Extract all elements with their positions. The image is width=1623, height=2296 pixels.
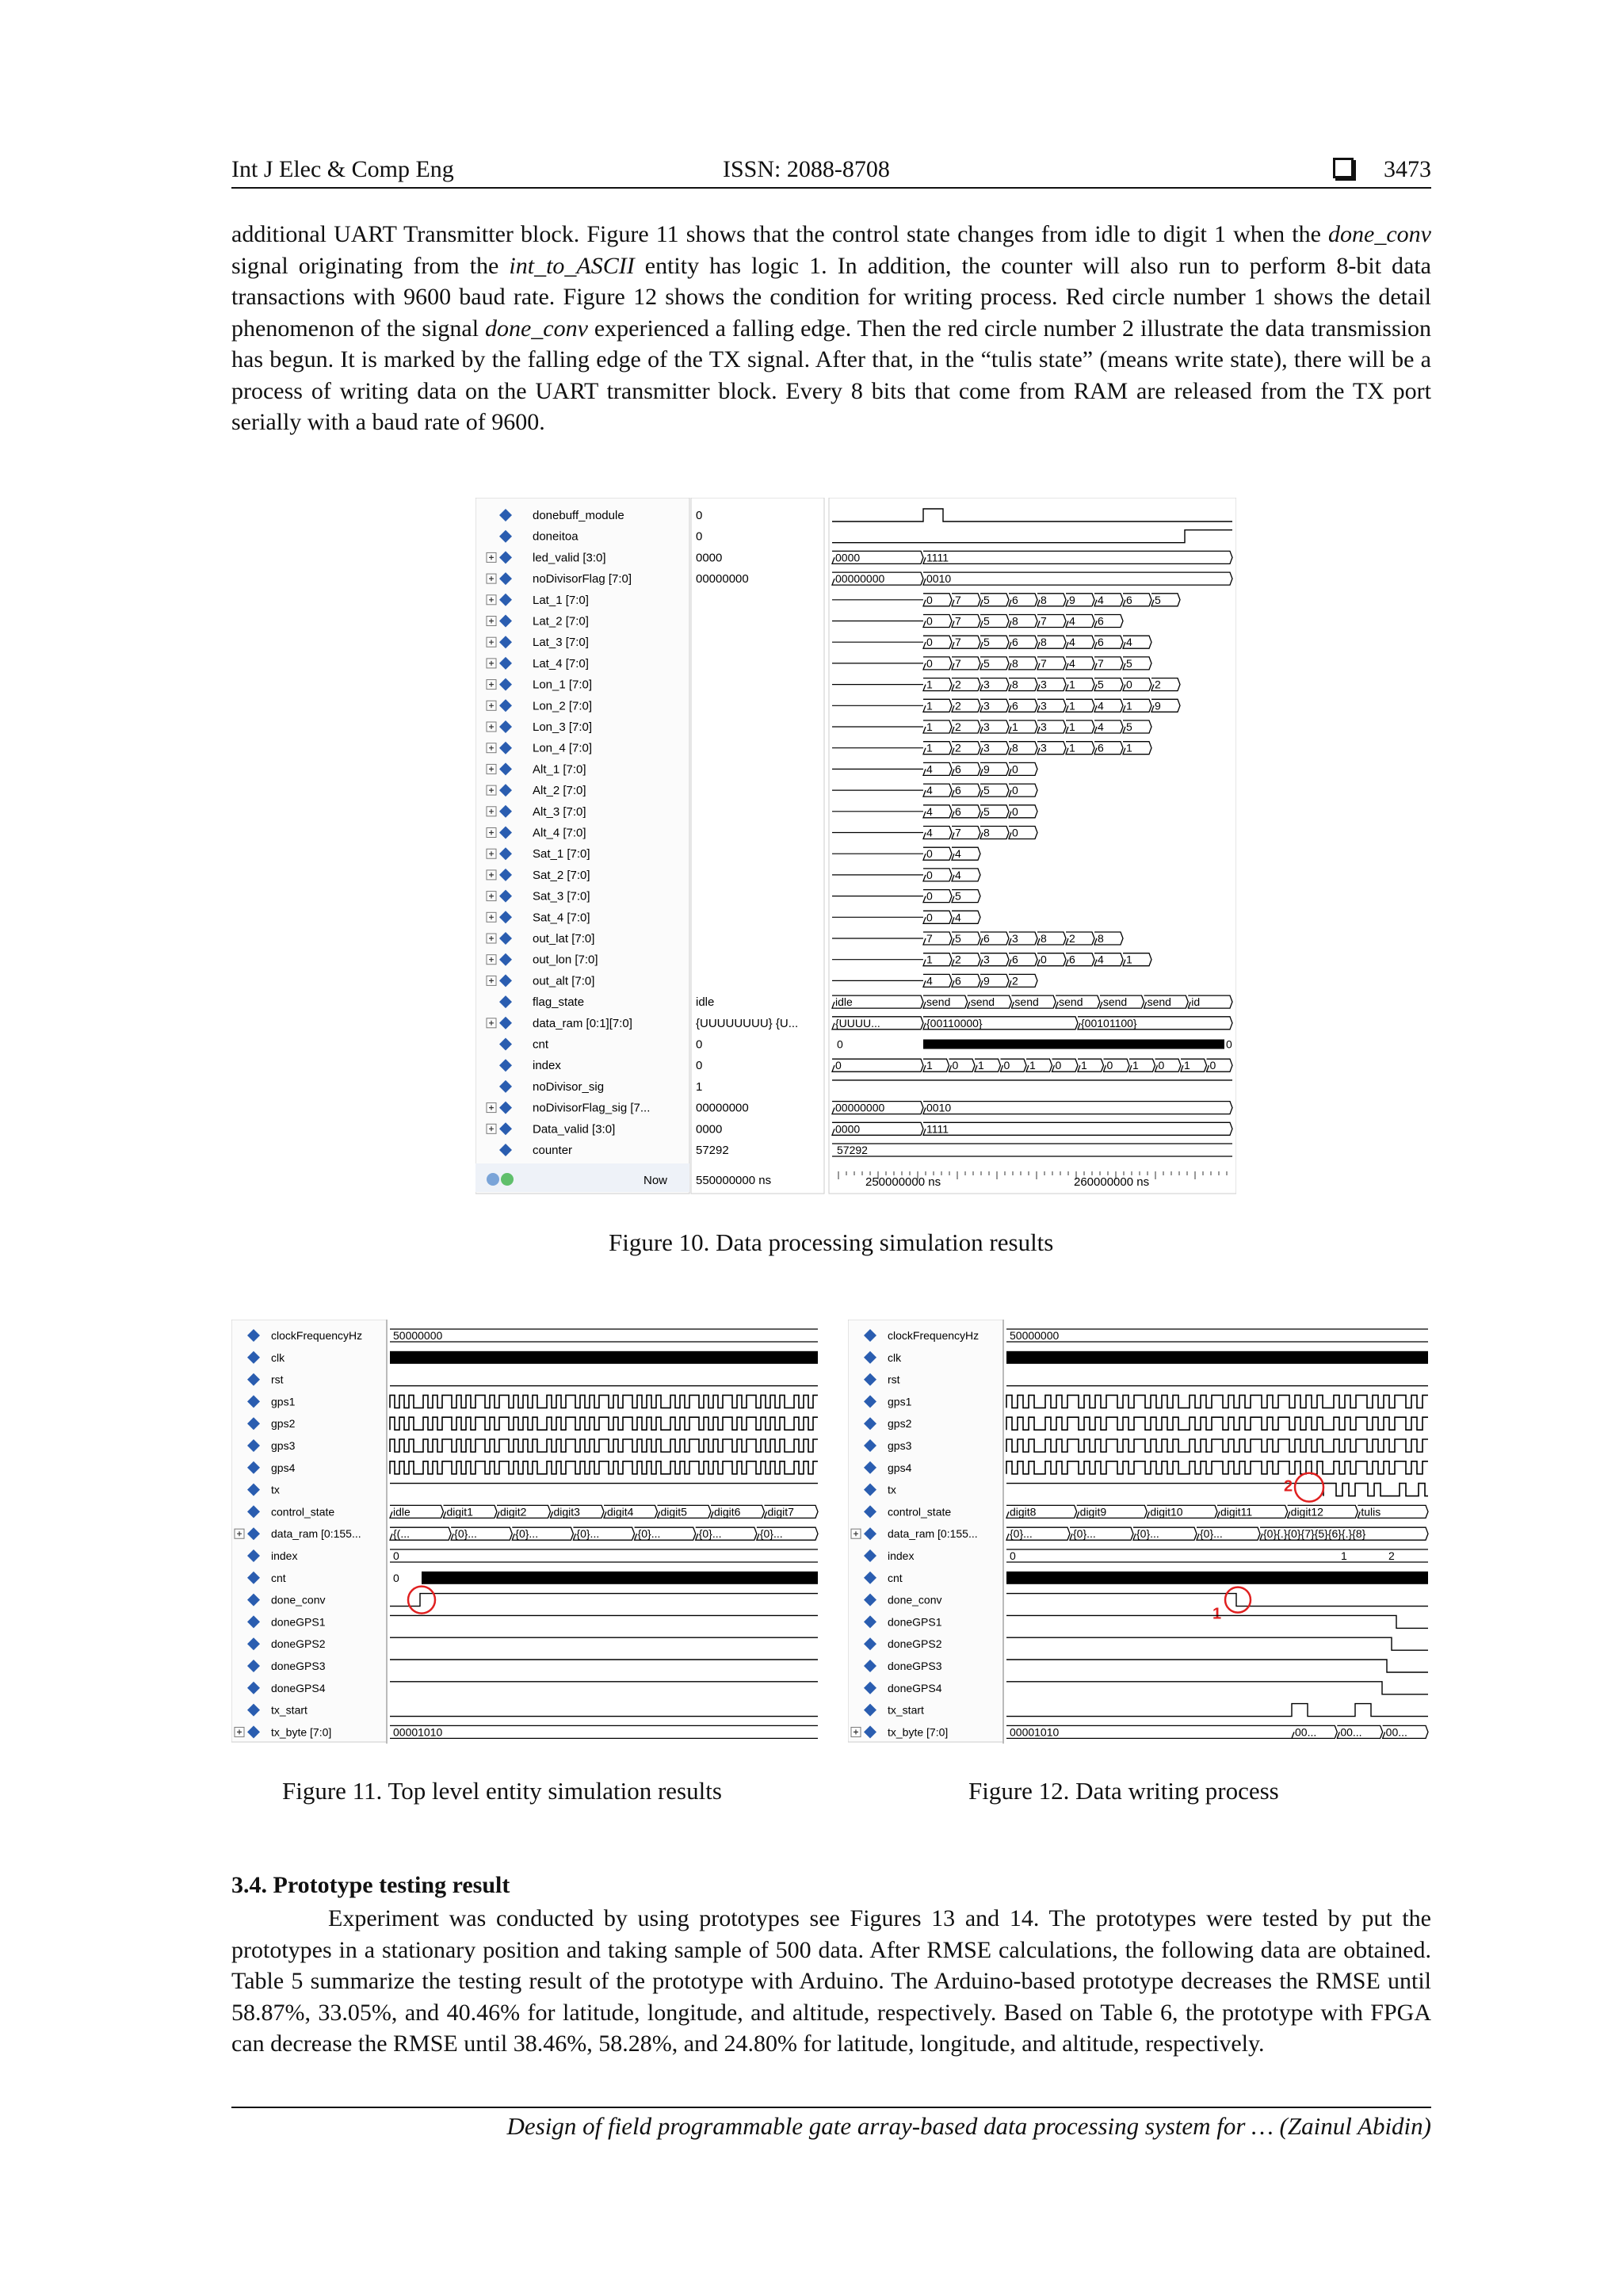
wave-Lat_3-value: 6 <box>1012 636 1018 649</box>
wave-Sat_2-value: 0 <box>926 868 933 881</box>
wave-pane <box>829 498 1236 1194</box>
wave-Alt_4-value: 0 <box>1012 826 1018 839</box>
signal-name: doneGPS1 <box>271 1615 326 1629</box>
wave-Lat_1-value: 5 <box>1155 593 1161 606</box>
zoom-icon <box>487 1173 499 1186</box>
signal-name: index <box>533 1059 561 1073</box>
wave-Lat_4-value: 8 <box>1012 656 1018 670</box>
wave-Lat_3-value: 0 <box>926 636 933 649</box>
signal-name: rst <box>271 1373 284 1386</box>
wave-Lon_3-value: 1 <box>1069 720 1075 733</box>
wave-Lat_1-value: 8 <box>1041 593 1047 606</box>
wave-control-state-value: digit2 <box>500 1505 527 1519</box>
signal-name: Lon_2 [7:0] <box>533 699 593 713</box>
wave-cnt-dense <box>923 1040 1224 1049</box>
signal-value-pane <box>691 498 824 1194</box>
wave-Lat_4-value: 7 <box>1041 656 1047 670</box>
signal-name: cnt <box>888 1571 903 1584</box>
signal-name: Sat_2 [7:0] <box>533 868 590 882</box>
signal-name: Alt_4 [7:0] <box>533 826 586 840</box>
wave-Lat_1-value: 5 <box>983 593 990 606</box>
wave-Alt_4-value: 7 <box>955 826 961 839</box>
wave-tx-byte-value: 00... <box>1340 1725 1362 1739</box>
signal-name: donebuff_module <box>533 509 624 522</box>
wave-index-value: 1 <box>1132 1059 1139 1072</box>
marker-label-1: 1 <box>1212 1605 1222 1623</box>
journal-name: Int J Elec & Comp Eng <box>231 156 454 182</box>
wave-out_alt-value: 6 <box>955 974 961 988</box>
wave-out_lat-value: 5 <box>955 932 961 945</box>
signal-name: gps4 <box>888 1461 912 1474</box>
wave-data_ram-value: {UUUU... <box>835 1016 880 1030</box>
signal-name: data_ram [0:155... <box>271 1527 361 1541</box>
wave-control-state-value: idle <box>393 1505 411 1519</box>
wave-data_ram-value: {00110000} <box>926 1016 983 1030</box>
signal-value: {UUUUUUUU} {U... <box>696 1016 799 1030</box>
figure-10-caption: Figure 10. Data processing simulation results <box>609 1228 1054 1256</box>
signal-name: doneGPS2 <box>271 1637 326 1651</box>
wave-noDivisorFlag-value: 0010 <box>926 572 952 586</box>
signal-value: 0000 <box>696 551 723 565</box>
wave-Alt_2-value: 0 <box>1012 784 1018 797</box>
signal-name: clk <box>888 1350 902 1364</box>
signal-name: gps1 <box>271 1395 296 1408</box>
wave-data-ram-value: {0}... <box>576 1527 600 1541</box>
marker-label-2: 2 <box>1284 1477 1293 1496</box>
wave-Lat_2-value: 7 <box>955 614 961 628</box>
wave-data-ram-value: {0}... <box>698 1527 722 1541</box>
signal-name: Sat_4 [7:0] <box>533 911 590 925</box>
now-label: Now <box>643 1174 668 1187</box>
header-rule <box>231 187 1431 189</box>
wave-flag_state-value: send <box>1059 995 1083 1009</box>
wave-Lon_2-value: 3 <box>983 699 990 712</box>
wave-index-value: 0 <box>1003 1059 1010 1072</box>
signal-value: 0 <box>696 529 703 544</box>
signal-name: tx_byte [7:0] <box>271 1725 332 1739</box>
wave-clockfreq-value: 50000000 <box>1010 1329 1060 1342</box>
wave-Sat_1-value: 0 <box>926 847 933 861</box>
wave-Sat_4-value: 4 <box>955 911 961 924</box>
wave-flag_state-value: send <box>1014 995 1039 1009</box>
wave-Lat_4-value: 7 <box>1098 656 1104 670</box>
wave-out_lat-value: 8 <box>1041 932 1047 945</box>
wave-Lon_4-value: 1 <box>1126 741 1132 755</box>
wave-Lon_2-value: 1 <box>926 699 933 712</box>
wave-control-state-value: digit5 <box>660 1505 687 1519</box>
figure-11-caption: Figure 11. Top level entity simulation results <box>282 1777 722 1805</box>
wave-Lon_2-value: 2 <box>955 699 961 712</box>
signal-name: tx <box>888 1483 896 1496</box>
now-value: 550000000 ns <box>696 1174 772 1187</box>
wave-led_valid-value: 0000 <box>835 551 861 564</box>
wave-index-value: 0 <box>1209 1059 1216 1072</box>
page-header <box>231 156 1431 188</box>
wave-index-value: 1 <box>1081 1059 1087 1072</box>
wave-data-ram-value: {0}{.}{0}{7}{5}{6}{.}{8} <box>1263 1527 1366 1541</box>
wave-Lon_1-value: 1 <box>926 678 933 691</box>
signal-name: tx_byte [7:0] <box>888 1725 949 1739</box>
signal-name: Alt_2 [7:0] <box>533 784 586 798</box>
wave-Lon_4-value: 6 <box>1098 741 1104 755</box>
wave-out_lon-value: 0 <box>1041 953 1047 966</box>
wave-out_lat-value: 8 <box>1098 932 1104 945</box>
signal-value: idle <box>696 995 715 1010</box>
section-body: Experiment was conducted by using prototypes see Figures 13 and 14. The prototypes were tested by put the prototypes in a stationary position and taking sample of 500 data. After RMSE calculations, the following data are obtained. Table 5 summarize the testing result of the prototype with Arduino. The Arduino-based prototype decreases the RMSE until 58.87%, 33.05%, and 40.46% for latitude, longitude, and altitude, respectively. Based on Table 6, the prototype with FPGA can decrease the RMSE until 38.46%, 58.28%, and 24.80% for latitude, longitude, and altitude, respectively. <box>231 1905 1431 2057</box>
signal-name: Lat_2 [7:0] <box>533 614 589 628</box>
wave-index-value: 1 <box>926 1059 933 1072</box>
wave-Lon_4-value: 1 <box>926 741 933 755</box>
wave-Lon_1-value: 2 <box>1155 678 1161 691</box>
wave-out_lon-value: 1 <box>1126 953 1132 966</box>
signal-name: control_state <box>888 1505 952 1519</box>
wave-Lon_1-value: 0 <box>1126 678 1132 691</box>
wave-Lat_1-value: 0 <box>926 593 933 606</box>
wave-out_lat-value: 7 <box>926 932 933 945</box>
signal-value: 00000000 <box>696 572 749 586</box>
wave-index-value: 0 <box>1010 1549 1016 1562</box>
waveform-viewer-fig10 <box>475 498 1236 1195</box>
wave-Lat_1-value: 4 <box>1098 593 1104 606</box>
figure-11 <box>231 1320 821 1744</box>
signal-name: Lat_4 [7:0] <box>533 656 589 670</box>
wave-tx-byte-value: 00... <box>1385 1725 1407 1739</box>
wave-clk-dense <box>1006 1351 1428 1364</box>
wave-noDivisorFlag-value: 00000000 <box>835 572 885 586</box>
signal-name: clockFrequencyHz <box>888 1329 980 1342</box>
wave-Lon_2-value: 6 <box>1012 699 1018 712</box>
wave-Lat_4-value: 4 <box>1069 656 1075 670</box>
wave-data-ram-value: {0}... <box>1010 1527 1033 1541</box>
wave-Lon_2-value: 3 <box>1041 699 1047 712</box>
wave-Sat_1-value: 4 <box>955 847 961 861</box>
wave-out_lon-value: 1 <box>926 953 933 966</box>
wave-out_lat-value: 3 <box>1012 932 1018 945</box>
wave-control-state-value: digit11 <box>1220 1505 1253 1519</box>
signal-name: doneGPS4 <box>271 1681 326 1694</box>
wave-cnt-value: 0 <box>393 1571 399 1584</box>
signal-name: gps2 <box>271 1417 296 1431</box>
wave-Lat_3-value: 7 <box>955 636 961 649</box>
signal-value: 0000 <box>696 1122 723 1137</box>
signal-name: data_ram [0:155... <box>888 1527 978 1541</box>
wave-Data_valid-value: 0000 <box>835 1122 861 1136</box>
wave-data-ram-value: {(... <box>393 1527 411 1541</box>
page-number: 3473 <box>1384 156 1431 182</box>
wave-Lat_2-value: 7 <box>1041 614 1047 628</box>
wave-index-value: 0 <box>952 1059 959 1072</box>
signal-name: rst <box>888 1373 900 1386</box>
wave-Lat_3-value: 4 <box>1126 636 1132 649</box>
wave-Alt_1-value: 0 <box>1012 762 1018 776</box>
wave-data-ram-value: {0}... <box>637 1527 661 1541</box>
signal-name: doneGPS3 <box>271 1660 326 1672</box>
wave-Lon_2-value: 1 <box>1126 699 1132 712</box>
signal-value: 0 <box>696 1037 703 1052</box>
signal-name: done_conv <box>888 1593 942 1606</box>
signal-name: Alt_3 [7:0] <box>533 804 586 819</box>
wave-Lon_3-value: 4 <box>1098 720 1104 733</box>
wave-tx-byte-value: 00001010 <box>1010 1725 1060 1739</box>
wave-index-value: 0 <box>1106 1059 1113 1072</box>
wave-control-state-value: digit8 <box>1010 1505 1037 1519</box>
figure-12-caption: Figure 12. Data writing process <box>968 1777 1279 1805</box>
wave-Lon_3-value: 1 <box>926 720 933 733</box>
waveform-viewer-fig11 <box>231 1320 821 1744</box>
wave-Lat_4-value: 0 <box>926 656 933 670</box>
wave-Lat_3-value: 4 <box>1069 636 1075 649</box>
wave-Alt_3-value: 5 <box>983 804 990 818</box>
wave-flag_state-value: send <box>1147 995 1171 1009</box>
wave-Lon_1-value: 3 <box>983 678 990 691</box>
signal-name: gps1 <box>888 1395 912 1408</box>
signal-name: led_valid [3:0] <box>533 551 606 565</box>
signal-name: Lon_1 [7:0] <box>533 678 593 692</box>
page-footer: Design of field programmable gate array-based data processing system for … (Zainul Abidin) <box>506 2112 1431 2140</box>
wave-out_lat-value: 6 <box>983 932 990 945</box>
wave-out_lon-value: 2 <box>955 953 961 966</box>
wave-Alt_2-value: 6 <box>955 784 961 797</box>
signal-name: control_state <box>271 1505 335 1519</box>
wave-control-state-value: digit6 <box>714 1505 741 1519</box>
signal-name: done_conv <box>271 1593 326 1606</box>
wave-tx-byte-value: 00001010 <box>393 1725 443 1739</box>
wave-Lon_4-value: 1 <box>1069 741 1075 755</box>
wave-clk-dense <box>390 1351 818 1364</box>
time-label: 250000000 ns <box>865 1175 941 1189</box>
signal-name: tx_start <box>888 1703 924 1717</box>
signal-name: index <box>888 1549 915 1562</box>
signal-name: out_lon [7:0] <box>533 953 598 967</box>
wave-control-state-value: tulis <box>1361 1505 1381 1519</box>
wave-out_lon-value: 3 <box>983 953 990 966</box>
wave-control-state-value: digit9 <box>1079 1505 1107 1519</box>
signal-name: gps3 <box>271 1439 296 1452</box>
wave-flag_state-value: id <box>1191 995 1201 1009</box>
footer-rule <box>231 2107 1431 2108</box>
wave-out_lon-value: 4 <box>1098 953 1104 966</box>
wave-data-ram-value: {0}... <box>759 1527 783 1541</box>
signal-value: 00000000 <box>696 1101 749 1115</box>
signal-name: counter <box>533 1144 573 1157</box>
signal-name: Alt_1 [7:0] <box>533 762 586 777</box>
wave-Lat_4-value: 5 <box>983 656 990 670</box>
signal-name: out_lat [7:0] <box>533 932 595 946</box>
wave-Lat_1-value: 7 <box>955 593 961 606</box>
wave-control-state-value: digit3 <box>553 1505 580 1519</box>
wave-Lat_2-value: 5 <box>983 614 990 628</box>
wave-Data_valid-value: 1111 <box>926 1122 949 1136</box>
signal-name: Lat_1 [7:0] <box>533 593 589 607</box>
signal-name: clk <box>271 1350 285 1364</box>
intro-paragraph: additional UART Transmitter block. Figure 11 shows that the control state changes from idle to digit 1 when the done_conv signal originating from the int_to_ASCII entity has logic 1. In addition, the counter will also run to perform 8-bit data transactions with 9600 baud rate. Figure 12 shows the condition for writing process. Red circle number 1 shows the detail phenomenon of the signal done_conv experienced a falling edge. Then the red circle number 2 illustrate the data transmission has begun. It is marked by the falling edge of the TX signal. After that, in the “tulis state” (means write state), there will be a process of writing data on the UART transmitter block. Every 8 bits that come from RAM are released from the TX port serially with a baud rate of 9600. <box>231 221 1431 435</box>
wave-Alt_1-value: 6 <box>955 762 961 776</box>
wave-index-value: 1 <box>1029 1059 1036 1072</box>
wave-Lon_2-value: 9 <box>1155 699 1161 712</box>
wave-Lat_1-value: 9 <box>1069 593 1075 606</box>
wave-Lon_4-value: 8 <box>1012 741 1018 755</box>
signal-name: doneGPS2 <box>888 1637 942 1651</box>
add-icon <box>501 1173 514 1186</box>
wave-Lat_3-value: 8 <box>1041 636 1047 649</box>
wave-Alt_2-value: 4 <box>926 784 933 797</box>
signal-name: tx <box>271 1483 280 1496</box>
wave-Sat_4-value: 0 <box>926 911 933 924</box>
wave-out_alt-value: 2 <box>1012 974 1018 988</box>
page-number-wrap <box>1333 156 1431 183</box>
wave-flag_state-value: send <box>926 995 951 1009</box>
wave-Lat_1-value: 6 <box>1012 593 1018 606</box>
wave-out_alt-value: 9 <box>983 974 990 988</box>
issn: ISSN: 2088-8708 <box>723 156 890 182</box>
wave-Alt_3-value: 4 <box>926 804 933 818</box>
wave-Sat_2-value: 4 <box>955 868 961 881</box>
wave-Lon_3-value: 5 <box>1126 720 1132 733</box>
wave-index-value: 0 <box>393 1549 399 1562</box>
wave-data-ram-value: {0}... <box>1200 1527 1223 1541</box>
wave-cnt-value: 0 <box>837 1037 843 1051</box>
wave-index-value: 0 <box>835 1059 842 1072</box>
wave-Lon_1-value: 3 <box>1041 678 1047 691</box>
signal-name: cnt <box>533 1037 549 1052</box>
signal-name: gps3 <box>888 1439 912 1452</box>
wave-tx-byte-value: 00... <box>1295 1725 1317 1739</box>
wave-Alt_1-value: 4 <box>926 762 933 776</box>
wave-cnt-dense <box>1006 1572 1428 1584</box>
wave-cnt-value: 0 <box>1226 1037 1232 1051</box>
wave-out_alt-value: 4 <box>926 974 933 988</box>
signal-name: index <box>271 1549 298 1562</box>
wave-Lon_3-value: 3 <box>983 720 990 733</box>
wave-Sat_3-value: 0 <box>926 889 933 903</box>
wave-data-ram-value: {0}... <box>454 1527 477 1541</box>
wave-index-value: 1 <box>1184 1059 1190 1072</box>
signal-name: doneGPS3 <box>888 1660 942 1672</box>
wave-Lat_4-value: 5 <box>1126 656 1132 670</box>
wave-data-ram-value: {0}... <box>1073 1527 1096 1541</box>
wave-Lat_3-value: 5 <box>983 636 990 649</box>
wave-data-ram-value: {0}... <box>515 1527 539 1541</box>
signal-name: Lat_3 [7:0] <box>533 636 589 650</box>
signal-name: clockFrequencyHz <box>271 1329 363 1342</box>
wave-Lon_3-value: 1 <box>1012 720 1018 733</box>
wave-counter-value: 57292 <box>837 1144 868 1156</box>
wave-out_lon-value: 6 <box>1069 953 1075 966</box>
wave-Lat_2-value: 0 <box>926 614 933 628</box>
wave-control-state-value: digit1 <box>446 1505 473 1519</box>
signal-name: Data_valid [3:0] <box>533 1122 616 1137</box>
wave-Lat_1-value: 6 <box>1126 593 1132 606</box>
wave-Lat_2-value: 4 <box>1069 614 1075 628</box>
wave-data-ram-value: {0}... <box>1136 1527 1159 1541</box>
wave-Lon_4-value: 3 <box>1041 741 1047 755</box>
signal-name: Lon_3 [7:0] <box>533 720 593 734</box>
wave-index-value: 0 <box>1055 1059 1062 1072</box>
wave-index-value: 1 <box>978 1059 984 1072</box>
signal-name: Lon_4 [7:0] <box>533 741 593 755</box>
wave-Lon_4-value: 3 <box>983 741 990 755</box>
signal-name: doneGPS4 <box>888 1681 942 1694</box>
wave-Sat_3-value: 5 <box>955 889 961 903</box>
signal-name: out_alt [7:0] <box>533 974 595 988</box>
wave-out_lat-value: 2 <box>1069 932 1075 945</box>
signal-name: gps2 <box>888 1417 912 1431</box>
waveform-viewer-fig12 <box>848 1320 1431 1744</box>
signal-name: noDivisorFlag_sig [7... <box>533 1101 651 1115</box>
wave-noDivisorFlag_sig-value: 0010 <box>926 1101 952 1114</box>
wave-data_ram-value: {00101100} <box>1081 1016 1137 1030</box>
wave-control-state-value: digit4 <box>607 1505 634 1519</box>
wave-index-value: 0 <box>1158 1059 1165 1072</box>
wave-control-state-value: digit12 <box>1290 1505 1323 1519</box>
wave-Alt_4-value: 8 <box>983 826 990 839</box>
wave-Lon_1-value: 8 <box>1012 678 1018 691</box>
wave-out_lon-value: 6 <box>1012 953 1018 966</box>
wave-flag_state-value: idle <box>835 995 853 1009</box>
wave-index-value: 1 <box>1341 1549 1347 1562</box>
wave-Alt_1-value: 9 <box>983 762 990 776</box>
signal-name: cnt <box>271 1571 286 1584</box>
wave-Lon_2-value: 1 <box>1069 699 1075 712</box>
signal-name: flag_state <box>533 995 585 1010</box>
wave-Lon_1-value: 2 <box>955 678 961 691</box>
wave-Lon_1-value: 1 <box>1069 678 1075 691</box>
wave-Alt_2-value: 5 <box>983 784 990 797</box>
signal-name: noDivisorFlag [7:0] <box>533 572 632 586</box>
signal-value: 0 <box>696 1059 703 1073</box>
signal-value: 57292 <box>696 1144 729 1157</box>
figure-10 <box>475 498 1236 1195</box>
signal-name: gps4 <box>271 1461 296 1474</box>
wave-Lat_4-value: 7 <box>955 656 961 670</box>
signal-name: doneitoa <box>533 529 579 544</box>
wave-control-state-value: digit10 <box>1150 1505 1183 1519</box>
wave-Lon_4-value: 2 <box>955 741 961 755</box>
wave-flag_state-value: send <box>1102 995 1128 1009</box>
signal-name: Sat_3 [7:0] <box>533 889 590 904</box>
figure-12 <box>848 1320 1431 1744</box>
wave-Alt_3-value: 0 <box>1012 804 1018 818</box>
signal-name: Sat_1 [7:0] <box>533 847 590 861</box>
wave-Lat_2-value: 6 <box>1098 614 1104 628</box>
section-heading: 3.4. Prototype testing result <box>231 1872 510 1898</box>
wave-noDivisorFlag_sig-value: 00000000 <box>835 1101 885 1114</box>
wave-Lat_2-value: 8 <box>1012 614 1018 628</box>
wave-Lon_1-value: 5 <box>1098 678 1104 691</box>
signal-name: noDivisor_sig <box>533 1079 605 1094</box>
square-icon <box>1333 158 1354 178</box>
wave-control-state-value: digit7 <box>767 1505 794 1519</box>
wave-Alt_3-value: 6 <box>955 804 961 818</box>
signal-name: doneGPS1 <box>888 1615 942 1629</box>
wave-Lon_3-value: 3 <box>1041 720 1047 733</box>
wave-flag_state-value: send <box>970 995 995 1009</box>
time-label: 260000000 ns <box>1074 1175 1150 1189</box>
wave-Alt_4-value: 4 <box>926 826 933 839</box>
wave-led_valid-value: 1111 <box>926 551 949 564</box>
signal-name: tx_start <box>271 1703 307 1717</box>
wave-Lon_3-value: 2 <box>955 720 961 733</box>
signal-value: 1 <box>696 1079 703 1094</box>
wave-cnt-dense <box>422 1572 818 1584</box>
wave-index-value: 2 <box>1388 1549 1395 1562</box>
signal-value: 0 <box>696 509 703 522</box>
wave-Lon_2-value: 4 <box>1098 699 1104 712</box>
signal-name: data_ram [0:1][7:0] <box>533 1016 632 1030</box>
wave-clockfreq-value: 50000000 <box>393 1329 443 1342</box>
wave-Lat_3-value: 6 <box>1098 636 1104 649</box>
